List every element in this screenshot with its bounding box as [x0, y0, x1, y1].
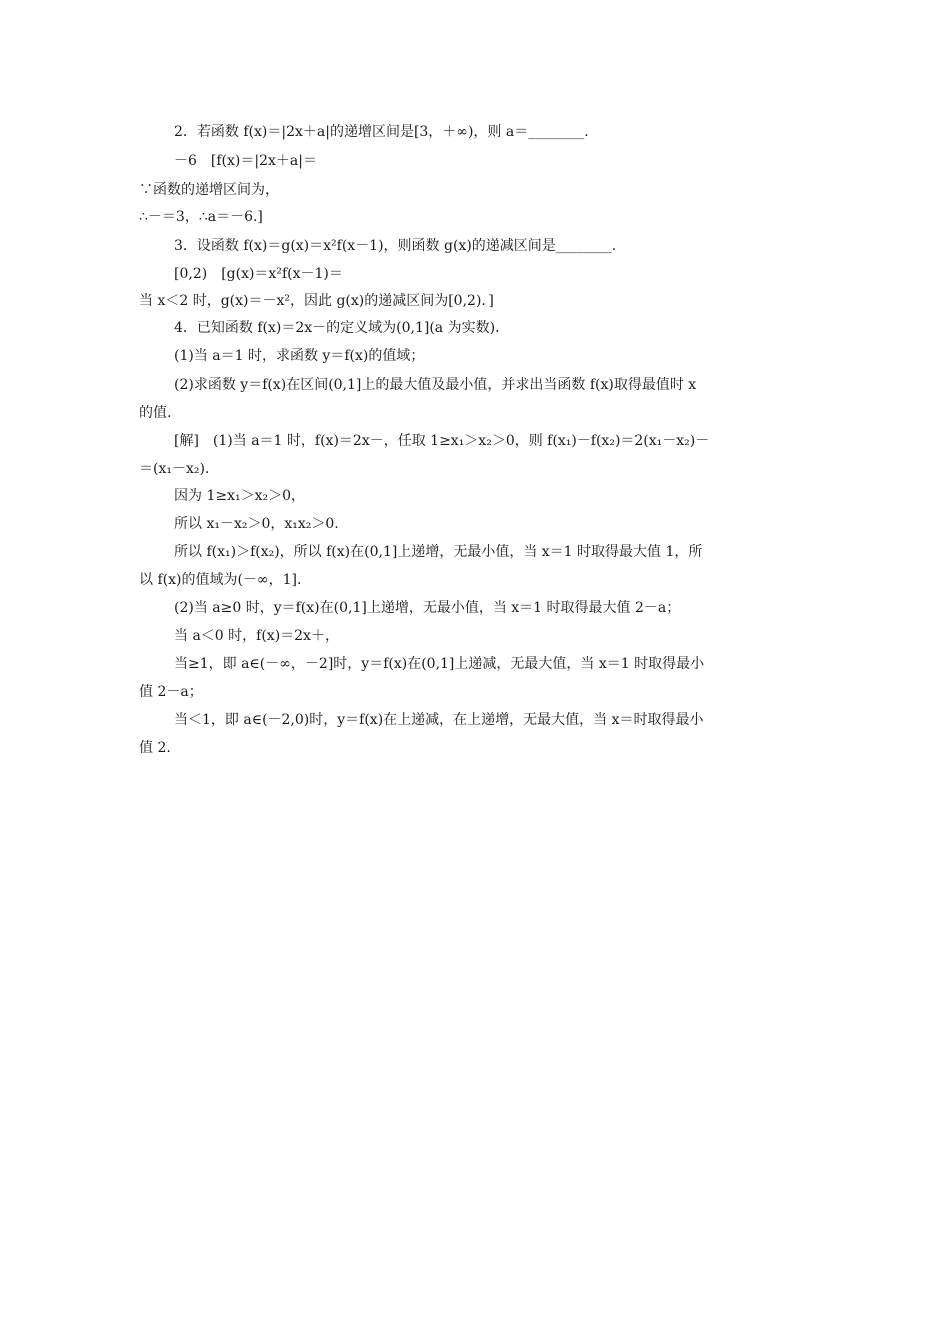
- problem-4-part-2: (2)求函数 y＝f(x)在区间(0,1]上的最大值及最小值，并求出当函数 f(x)取得最值时 x: [174, 377, 697, 393]
- problem-3-answer: [0,2) [g(x)＝x²f(x－1)＝: [174, 266, 343, 282]
- solution-line: 所以 f(x₁)＞f(x₂)，所以 f(x)在(0,1]上递增，无最小值，当 x＝1 时取得最大值 1，所: [174, 544, 703, 560]
- solution-line: [解] (1)当 a＝1 时，f(x)＝2x－，任取 1≥x₁＞x₂＞0，则 f(x₁)－f(x₂)＝2(x₁－x₂)－: [174, 433, 710, 449]
- problem-4-part-1: (1)当 a＝1 时，求函数 y＝f(x)的值域；: [174, 348, 425, 364]
- solution-line: 因为 1≥x₁＞x₂＞0，: [174, 488, 306, 504]
- solution-line: 当 a＜0 时，f(x)＝2x＋，: [174, 628, 339, 644]
- solution-line: 当≥1，即 a∈(－∞，－2]时，y＝f(x)在(0,1]上递减，无最大值，当 x＝1 时取得最小: [174, 656, 705, 672]
- problem-2-answer: －6 [f(x)＝|2x＋a|＝: [174, 153, 317, 169]
- solution-line: 值 2.: [139, 740, 171, 756]
- problem-2-statement: 2．若函数 f(x)＝|2x＋a|的递增区间是[3，＋∞)，则 a＝________.: [174, 124, 589, 140]
- solution-line: 以 f(x)的值域为(－∞，1]．: [139, 572, 311, 588]
- problem-4-part-2-cont: 的值.: [139, 405, 172, 421]
- problem-3-statement: 3．设函数 f(x)＝g(x)＝x²f(x－1)，则函数 g(x)的递减区间是________.: [174, 238, 617, 254]
- problem-2-conclusion: ∴－＝3，∴a＝－6.]: [139, 209, 263, 225]
- problem-2-step: ∵函数的递增区间为，: [139, 182, 279, 198]
- solution-line: 值 2－a；: [139, 684, 203, 700]
- problem-3-conclusion: 当 x＜2 时，g(x)＝－x²，因此 g(x)的递减区间为[0,2)．]: [139, 293, 494, 309]
- problem-4-statement: 4．已知函数 f(x)＝2x－的定义域为(0,1](a 为实数)．: [174, 320, 510, 336]
- solution-line: (2)当 a≥0 时，y＝f(x)在(0,1]上递增，无最小值，当 x＝1 时取得最大值 2－a；: [174, 600, 681, 616]
- solution-line: 所以 x₁－x₂＞0，x₁x₂＞0.: [174, 516, 339, 532]
- solution-line: ＝(x₁－x₂)．: [139, 461, 219, 477]
- solution-line: 当＜1，即 a∈(－2,0)时，y＝f(x)在上递减，在上递增，无最大值，当 x＝时取得最小: [174, 712, 704, 728]
